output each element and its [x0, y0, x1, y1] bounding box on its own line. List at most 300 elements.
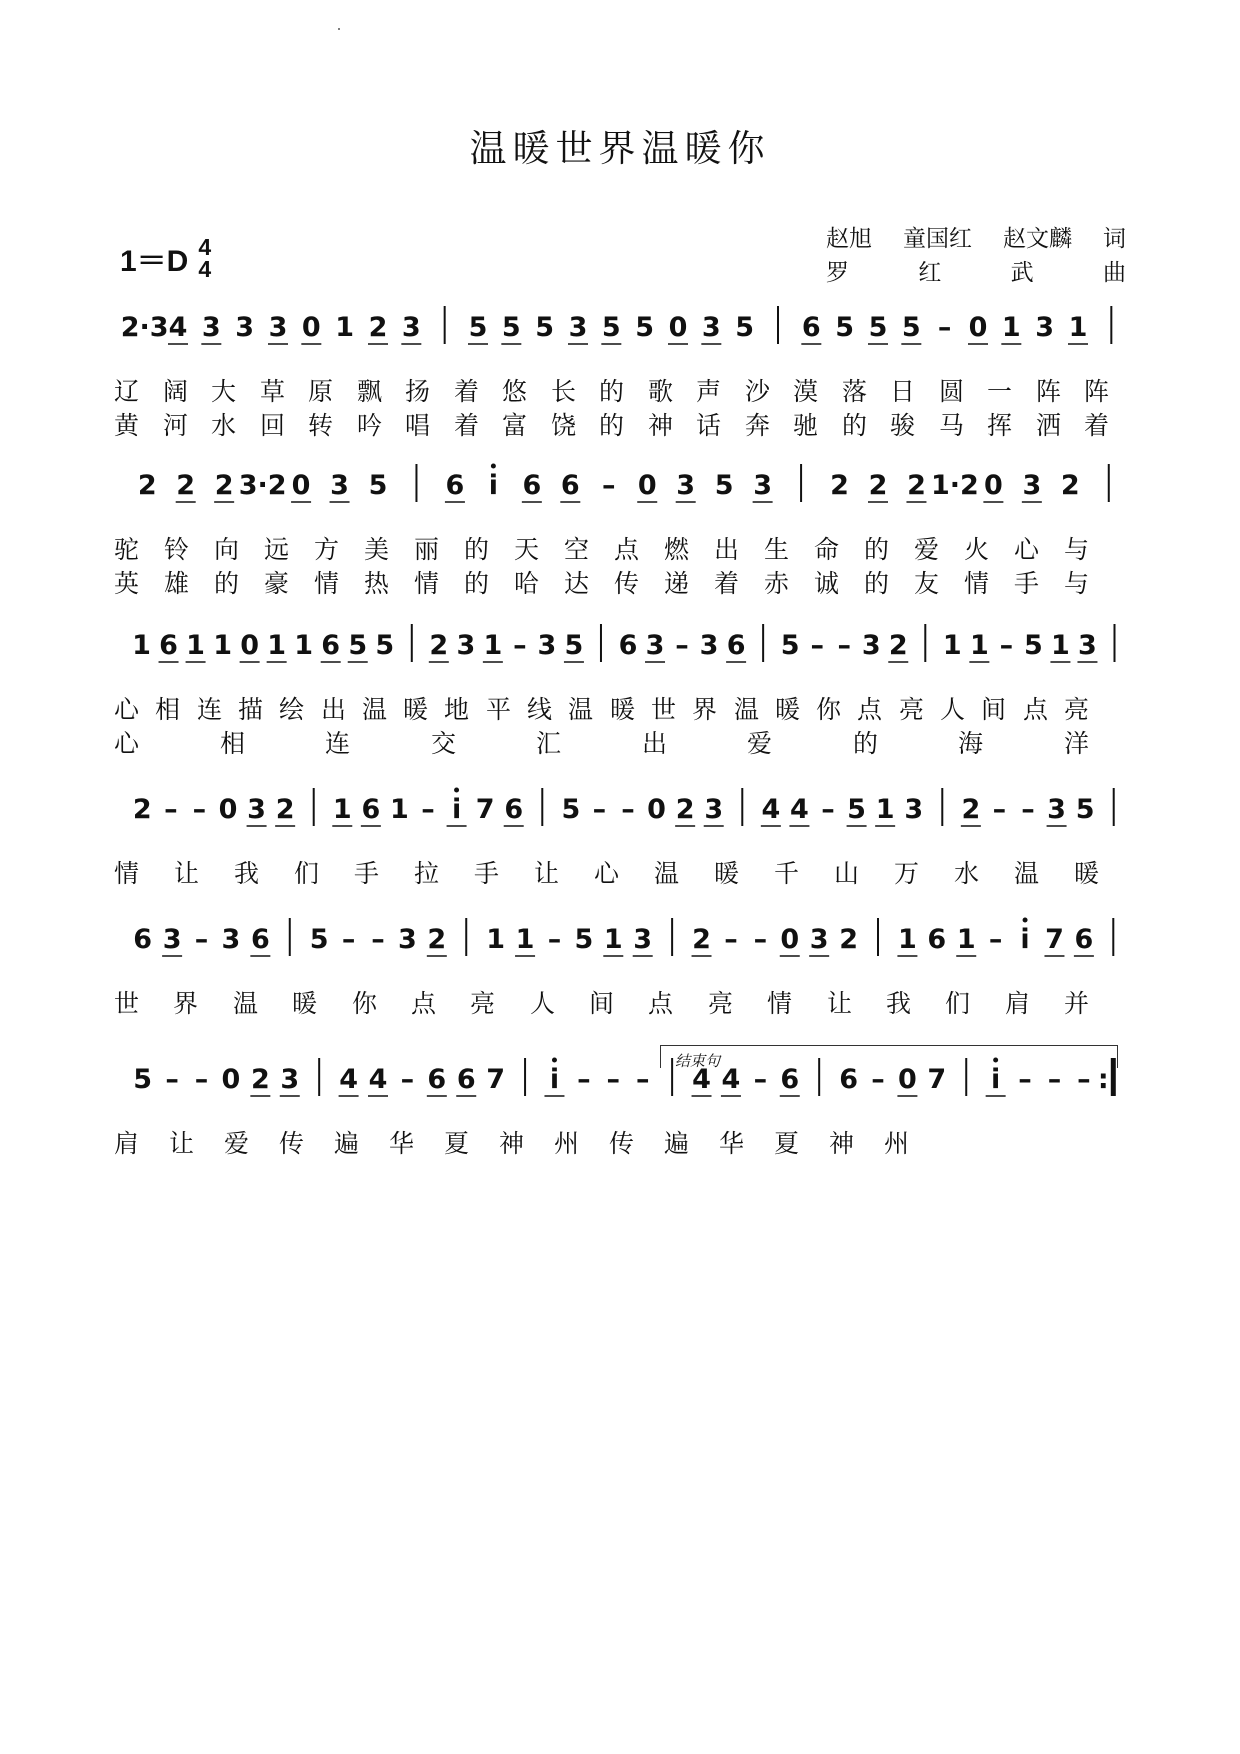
sustain-dash: –	[341, 924, 356, 955]
lyric-syllable: 情	[414, 569, 440, 598]
note: 3	[537, 630, 557, 661]
lyric-syllable: 辽	[114, 377, 140, 406]
lyric-syllable: 描	[238, 695, 264, 724]
note: 5	[601, 312, 621, 343]
lyric-syllable: 让	[827, 989, 853, 1018]
key-signature	[120, 236, 211, 280]
note: 3	[676, 470, 696, 501]
note: 5	[561, 794, 581, 825]
lyricist-1: 赵旭	[826, 226, 872, 252]
sustain-dash: –	[371, 924, 385, 955]
note: 1	[898, 924, 917, 955]
lyric-syllable: 唱	[405, 411, 431, 440]
lyric-syllable: 线	[527, 695, 553, 724]
note: 1	[332, 794, 352, 825]
note: i	[1020, 924, 1030, 955]
lyric-syllable: 漠	[793, 377, 819, 406]
note: 5	[1024, 630, 1043, 661]
lyric-syllable: 着	[1084, 411, 1110, 440]
note: 5	[635, 312, 655, 343]
sustain-dash: –	[1018, 1064, 1032, 1095]
lyric-syllable: 神	[648, 411, 674, 440]
lyric-syllable: 点	[857, 695, 883, 724]
lyric-syllable: 出	[642, 729, 668, 758]
note: 3	[904, 794, 924, 825]
lyric-line	[114, 690, 1130, 726]
note: 3·2	[238, 470, 287, 501]
sustain-dash: –	[992, 794, 1007, 825]
note: i	[991, 1064, 1001, 1095]
lyric-syllable: 天	[514, 535, 540, 564]
lyric-syllable: 的	[864, 569, 890, 598]
score-system	[114, 912, 1130, 1018]
lyric-line	[114, 984, 1130, 1020]
lyric-syllable: 亮	[708, 989, 734, 1018]
note: 2	[839, 924, 858, 955]
lyric-syllable: 美	[364, 535, 390, 564]
lyric-syllable: 友	[914, 569, 940, 598]
note: 1	[956, 924, 976, 955]
note: 0	[668, 312, 688, 343]
note: 5	[535, 312, 555, 343]
lyric-syllable: 温	[568, 695, 594, 724]
note: 5	[368, 470, 388, 501]
note: 3	[633, 924, 653, 955]
lyric-syllable: 间	[589, 989, 615, 1018]
lyric-syllable: 火	[964, 535, 990, 564]
lyric-syllable: 绘	[279, 695, 305, 724]
lyric-syllable: 温	[654, 859, 680, 888]
lyric-syllable: 圆	[939, 377, 965, 406]
note: 5	[468, 312, 488, 343]
lyric-syllable: 阵	[1036, 377, 1062, 406]
lyric-syllable: 连	[197, 695, 223, 724]
sustain-dash: –	[194, 924, 209, 955]
lyric-line	[114, 406, 1130, 442]
lyric-line	[114, 1124, 1130, 1160]
note: 6	[445, 470, 465, 501]
sustain-dash: –	[753, 924, 768, 955]
sustain-dash: –	[547, 924, 562, 955]
lyric-syllable: 出	[321, 695, 347, 724]
sustain-dash: –	[999, 630, 1014, 661]
note: i	[549, 1064, 560, 1095]
lyric-line	[114, 724, 1130, 760]
octave-dot	[552, 1058, 557, 1063]
octave-dot	[454, 788, 459, 793]
notation-staff	[120, 782, 1130, 842]
lyric-syllable: 洋	[1064, 729, 1090, 758]
note: 5	[309, 924, 329, 955]
note: 3	[221, 924, 241, 955]
note: 6	[159, 630, 178, 661]
lyric-syllable: 手	[1014, 569, 1040, 598]
lyric-syllable: 肩	[1005, 989, 1031, 1018]
sustain-dash: –	[513, 630, 527, 661]
note: 1	[603, 924, 623, 955]
lyric-line	[114, 564, 1130, 600]
lyric-syllable: 们	[294, 859, 320, 888]
note: 2·3	[120, 312, 169, 343]
lyric-syllable: 大	[211, 377, 237, 406]
note: i	[488, 470, 499, 501]
note: 2	[429, 630, 449, 661]
lyric-line	[114, 372, 1130, 408]
lyric-syllable: 暖	[714, 859, 740, 888]
note: 4	[790, 794, 809, 825]
note: 4	[368, 1064, 388, 1095]
lyric-syllable: 声	[696, 377, 722, 406]
lyric-syllable: 们	[945, 989, 971, 1018]
note: 3	[268, 312, 288, 343]
composer-char-1: 罗	[826, 260, 849, 286]
note: 6	[927, 924, 947, 955]
note: 1	[486, 924, 506, 955]
note: 6	[618, 630, 638, 661]
note: 0	[983, 470, 1003, 501]
note: 2	[137, 470, 157, 501]
lyric-syllable: 让	[174, 859, 200, 888]
note: 5	[1075, 794, 1095, 825]
lyric-syllable: 让	[534, 859, 560, 888]
octave-dot	[993, 1058, 998, 1063]
lyric-syllable: 着	[714, 569, 740, 598]
sustain-dash: –	[1047, 1064, 1062, 1095]
sustain-dash: –	[675, 630, 689, 661]
lyric-syllable: 着	[454, 411, 480, 440]
lyric-syllable: 你	[816, 695, 842, 724]
note: 1	[390, 794, 409, 825]
composer-char-3: 武	[1010, 260, 1034, 286]
sustain-dash: –	[988, 924, 1003, 955]
note: 0	[780, 924, 800, 955]
lyric-syllable: 的	[853, 729, 879, 758]
sustain-dash: –	[577, 1064, 591, 1095]
sustain-dash: –	[606, 1064, 621, 1095]
lyric-syllable: 饶	[551, 411, 577, 440]
sustain-dash: –	[192, 794, 207, 825]
lyric-syllable: 让	[169, 1129, 195, 1158]
sustain-dash: –	[621, 794, 635, 825]
notation-staff	[120, 1052, 1130, 1112]
note: 6	[504, 794, 524, 825]
paper-speck	[338, 28, 340, 30]
note: 3	[247, 794, 266, 825]
note: 6	[427, 1064, 447, 1095]
note: 3	[699, 630, 719, 661]
lyric-syllable: 州	[884, 1129, 910, 1158]
sustain-dash: –	[592, 794, 607, 825]
sustain-dash: –	[821, 794, 835, 825]
lyric-syllable: 暖	[403, 695, 429, 724]
notation-staff	[120, 618, 1130, 678]
composer-role: 曲	[1102, 260, 1126, 286]
lyric-syllable: 山	[834, 859, 860, 888]
note: 3	[162, 924, 182, 955]
lyric-syllable: 你	[352, 989, 378, 1018]
note: 6	[456, 1064, 476, 1095]
note: 5	[564, 630, 584, 661]
note: 5	[501, 312, 521, 343]
sustain-dash: –	[194, 1064, 209, 1095]
lyric-syllable: 挥	[987, 411, 1013, 440]
lyric-syllable: 温	[1014, 859, 1040, 888]
lyric-syllable: 驰	[793, 411, 819, 440]
sustain-dash: –	[1077, 1064, 1091, 1095]
lyric-syllable: 心	[594, 859, 620, 888]
sustain-dash: –	[871, 1064, 885, 1095]
lyric-syllable: 的	[464, 569, 490, 598]
lyric-syllable: 点	[648, 989, 674, 1018]
lyric-syllable: 交	[431, 729, 457, 758]
note: 2	[132, 794, 152, 825]
lyric-syllable: 心	[114, 729, 140, 758]
score-system	[114, 618, 1130, 758]
lyric-syllable: 心	[114, 695, 140, 724]
lyric-syllable: 的	[599, 411, 625, 440]
lyric-syllable: 千	[774, 859, 800, 888]
lyric-syllable: 华	[389, 1129, 415, 1158]
lyric-syllable: 长	[551, 377, 577, 406]
note: 6	[250, 924, 270, 955]
lyric-syllable: 命	[814, 535, 840, 564]
note: 1	[267, 630, 287, 661]
lyric-syllable: 亮	[470, 989, 496, 1018]
lyric-syllable: 地	[444, 695, 470, 724]
note: 0	[291, 470, 311, 501]
lyric-syllable: 传	[609, 1129, 635, 1158]
note: 1	[335, 312, 355, 343]
composer-credit	[826, 254, 1126, 288]
note: 1	[294, 630, 314, 661]
note: 2	[1060, 470, 1080, 501]
lyric-syllable: 吟	[357, 411, 383, 440]
lyric-syllable: 的	[842, 411, 868, 440]
lyric-syllable: 着	[454, 377, 480, 406]
sustain-dash: –	[1021, 794, 1035, 825]
score-system	[114, 1052, 1130, 1158]
lyric-syllable: 扬	[405, 377, 431, 406]
note: 4	[168, 312, 188, 343]
lyric-syllable: 手	[354, 859, 380, 888]
lyric-syllable: 飘	[357, 377, 383, 406]
note: 5	[847, 794, 866, 825]
lyric-syllable: 洒	[1036, 411, 1062, 440]
lyric-syllable: 阵	[1084, 377, 1110, 406]
lyric-syllable: 相	[220, 729, 246, 758]
ending-phrase-label: 结束句	[675, 1052, 721, 1070]
note: 5	[868, 312, 888, 343]
note: 5	[780, 630, 800, 661]
lyric-syllable: 骏	[890, 411, 916, 440]
lyric-syllable: 铃	[164, 535, 190, 564]
lyric-syllable: 人	[940, 695, 966, 724]
note: 6	[726, 630, 746, 661]
lyric-syllable: 英	[114, 569, 140, 598]
lyric-syllable: 沙	[745, 377, 771, 406]
note: 5	[714, 470, 734, 501]
lyric-syllable: 回	[260, 411, 286, 440]
lyric-syllable: 草	[260, 377, 286, 406]
note: 0	[240, 630, 260, 661]
lyric-syllable: 亮	[1064, 695, 1090, 724]
lyric-syllable: 达	[564, 569, 590, 598]
note: 1	[186, 630, 205, 661]
note: 2	[368, 312, 388, 343]
lyric-syllable: 驼	[114, 535, 140, 564]
score-system	[114, 458, 1130, 598]
lyricist-3: 赵文麟	[1003, 226, 1072, 252]
lyricist-credit	[826, 220, 1126, 254]
lyric-syllable: 遍	[334, 1129, 360, 1158]
lyric-syllable: 的	[464, 535, 490, 564]
note: 3	[809, 924, 829, 955]
note: 6	[522, 470, 542, 501]
lyric-syllable: 歌	[648, 377, 674, 406]
note: 1	[969, 630, 989, 661]
lyric-syllable: 世	[114, 989, 140, 1018]
lyric-syllable: 心	[1014, 535, 1040, 564]
lyric-syllable: 话	[696, 411, 722, 440]
lyric-syllable: 并	[1064, 989, 1090, 1018]
lyric-syllable: 界	[692, 695, 718, 724]
notation-staff	[120, 912, 1130, 972]
note: 0	[301, 312, 321, 343]
note: 2	[868, 470, 888, 501]
lyric-syllable: 传	[279, 1129, 305, 1158]
lyric-syllable: 点	[1023, 695, 1049, 724]
lyric-syllable: 华	[719, 1129, 745, 1158]
lyric-syllable: 我	[886, 989, 912, 1018]
note: 2	[250, 1064, 270, 1095]
note: 6	[801, 312, 821, 343]
note: 4	[721, 1064, 741, 1095]
sustain-dash: –	[837, 630, 851, 661]
lyric-syllable: 平	[486, 695, 512, 724]
note: 3	[753, 470, 773, 501]
note: 3	[330, 470, 349, 501]
octave-dot	[491, 464, 496, 469]
lyric-syllable: 爱	[224, 1129, 250, 1158]
note: 3	[398, 924, 417, 955]
lyric-syllable: 万	[894, 859, 920, 888]
note: 5	[735, 312, 755, 343]
note: 3	[401, 312, 421, 343]
sustain-dash: –	[635, 1064, 650, 1095]
lyric-syllable: 雄	[164, 569, 190, 598]
lyric-syllable: 与	[1064, 569, 1090, 598]
lyric-syllable: 阔	[163, 377, 189, 406]
note: 7	[1045, 924, 1064, 955]
lyric-syllable: 诚	[814, 569, 840, 598]
note: 1	[132, 630, 151, 661]
sustain-dash: –	[753, 1064, 768, 1095]
lyric-syllable: 暖	[1074, 859, 1100, 888]
note: 1	[875, 794, 895, 825]
lyric-syllable: 我	[234, 859, 260, 888]
lyric-syllable: 富	[502, 411, 528, 440]
lyric-syllable: 情	[964, 569, 990, 598]
lyric-syllable: 手	[474, 859, 500, 888]
lyric-syllable: 与	[1064, 535, 1090, 564]
lyric-syllable: 连	[325, 729, 351, 758]
note: 4	[761, 794, 781, 825]
score-system	[114, 782, 1130, 888]
note: 2	[888, 630, 908, 661]
note: 2	[275, 794, 295, 825]
note: 2	[675, 794, 695, 825]
lyric-syllable: 出	[714, 535, 740, 564]
lyricist-role: 词	[1103, 226, 1126, 252]
note: 5	[348, 630, 368, 661]
lyric-syllable: 热	[364, 569, 390, 598]
lyric-syllable: 夏	[774, 1129, 800, 1158]
lyric-syllable: 远	[264, 535, 290, 564]
note: 3	[456, 630, 476, 661]
note: 6	[780, 1064, 800, 1095]
lyric-syllable: 肩	[114, 1129, 140, 1158]
octave-dot	[1023, 918, 1028, 923]
lyric-syllable: 情	[767, 989, 793, 1018]
lyric-syllable: 悠	[502, 377, 528, 406]
lyric-syllable: 爱	[914, 535, 940, 564]
sustain-dash: –	[421, 794, 435, 825]
note: 3	[645, 630, 665, 661]
lyric-syllable: 水	[211, 411, 237, 440]
note: 3	[1047, 794, 1066, 825]
note: 5	[901, 312, 921, 343]
lyric-syllable: 方	[314, 535, 340, 564]
lyric-syllable: 海	[958, 729, 984, 758]
note: 3	[201, 312, 221, 343]
lyric-syllable: 豪	[264, 569, 290, 598]
note: 2	[692, 924, 711, 955]
note: 3	[280, 1064, 300, 1095]
lyric-syllable: 暖	[775, 695, 801, 724]
lyric-syllable: 一	[987, 377, 1013, 406]
note: 5	[133, 1064, 153, 1095]
time-numerator: 4	[198, 234, 212, 260]
note: 0	[221, 1064, 241, 1095]
sustain-dash: –	[724, 924, 738, 955]
lyric-syllable: 汇	[536, 729, 562, 758]
lyric-syllable: 亮	[899, 695, 925, 724]
lyric-syllable: 赤	[764, 569, 790, 598]
note: 0	[898, 1064, 917, 1095]
lyric-syllable: 神	[829, 1129, 855, 1158]
lyric-syllable: 生	[764, 535, 790, 564]
lyric-syllable: 空	[564, 535, 590, 564]
lyric-syllable: 点	[614, 535, 640, 564]
note: 6	[321, 630, 341, 661]
lyric-syllable: 传	[614, 569, 640, 598]
sustain-dash: –	[400, 1064, 415, 1095]
note: 3	[704, 794, 724, 825]
note: 0	[637, 470, 657, 501]
lyric-syllable: 相	[155, 695, 181, 724]
sustain-dash: –	[810, 630, 824, 661]
lyric-syllable: 落	[842, 377, 868, 406]
note: 1·2	[931, 470, 979, 501]
lyric-syllable: 向	[214, 535, 240, 564]
note: 1	[515, 924, 535, 955]
lyric-syllable: 州	[554, 1129, 580, 1158]
note: 1	[1001, 312, 1021, 343]
lyric-syllable: 日	[890, 377, 916, 406]
key-text: 1＝D	[120, 245, 189, 278]
sustain-dash: –	[164, 794, 178, 825]
note: 2	[907, 470, 926, 501]
